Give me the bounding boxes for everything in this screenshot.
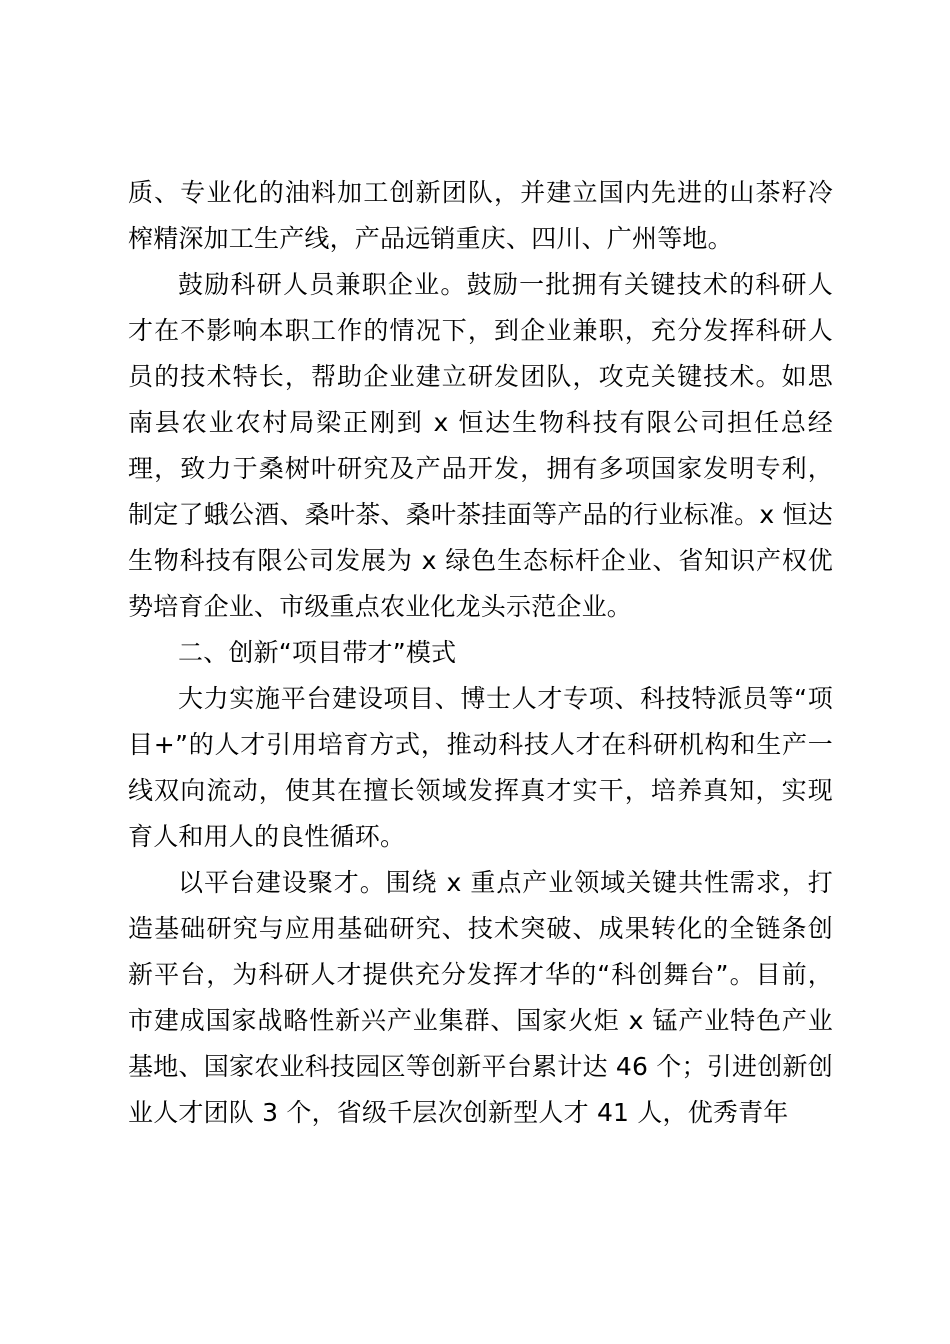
paragraph-platform-building: 以平台建设聚才。围绕 x 重点产业领域关键共性需求，打造基础研究与应用基础研究、技术突破、成果转化的全链条创新平台，为科研人才提供充分发挥才华的“科创舞台”。目前，市建成国家战略性新兴产业集群、国家火炬 x 锰产业特色产业基地、国家农业科技园区等创新平台累计达 46 个；引进创新创业人才团队 3 个，省级千层次创新型人才 41 人，优秀青年 [128,868,833,1127]
section-heading: 二、创新“项目带才”模式 [178,638,457,667]
paragraph-researchers-part-time: 鼓励科研人员兼职企业。鼓励一批拥有关键技术的科研人才在不影响本职工作的情况下，到企业兼职，充分发挥科研人员的技术特长，帮助企业建立研发团队，攻克关键技术。如思南县农业农村局梁正刚到 x 恒达生物科技有限公司担任总经理，致力于桑树叶研究及产品开发，拥有多项国家发明专利，制定了蛾公酒、桑叶茶、桑叶茶挂面等产品的行业标准。x 恒达生物科技有限公司发展为 x 绿色生态标杆企业、省知识产权优势培育企业、市级重点农业化龙头示范企业。 [128,270,833,621]
paragraph-project-model: 大力实施平台建设项目、博士人才专项、科技特派员等“项目+”的人才引用培育方式，推动科技人才在科研机构和生产一线双向流动，使其在擅长领域发挥真才实干，培养真知，实现育人和用人的良性循环。 [128,684,833,851]
paragraph-continuation: 质、专业化的油料加工创新团队，并建立国内先进的山茶籽冷榨精深加工生产线，产品远销重庆、四川、广州等地。 [128,178,833,253]
document-body [128,170,833,1136]
